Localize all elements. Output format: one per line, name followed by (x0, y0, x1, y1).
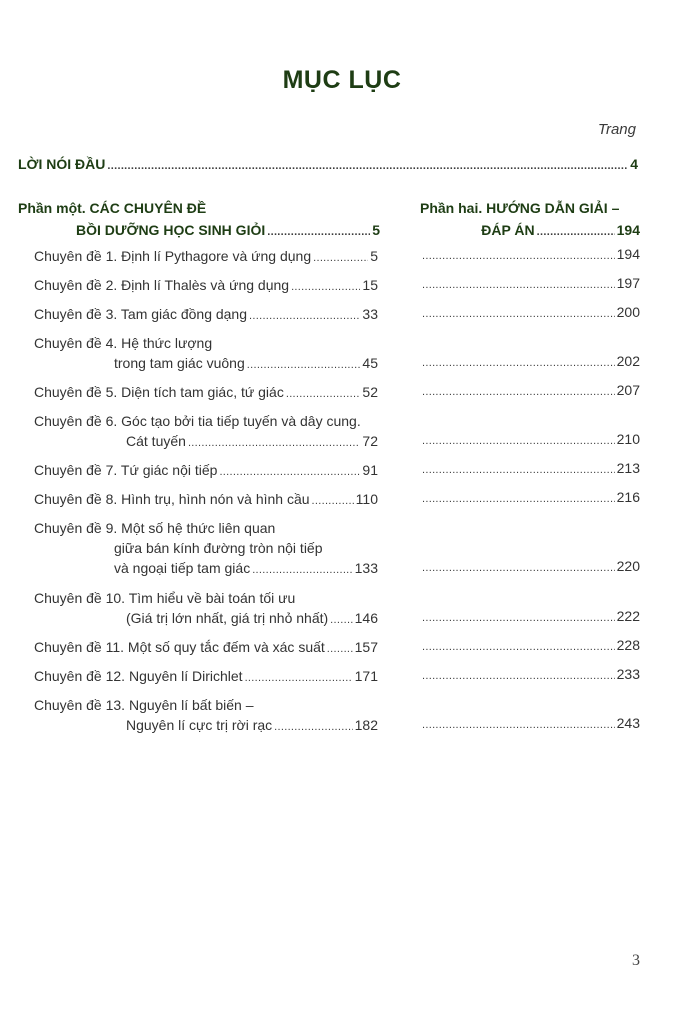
part-two-title: Phần hai. HƯỚNG DẪN GIẢI – (420, 200, 620, 216)
leader-dots (274, 722, 353, 733)
part-one-heading[interactable] (18, 197, 380, 241)
entry-title-continued: (Giá trị lớn nhất, giá trị nhỏ nhất) (126, 610, 329, 626)
answer-page: 194 (616, 246, 640, 262)
answer-page: 228 (616, 637, 640, 653)
entry-title-continued: giữa bán kính đường tròn nội tiếp (114, 540, 323, 556)
part-one-page: 5 (372, 222, 380, 238)
leader-dots (245, 673, 353, 684)
leader-dots (422, 436, 615, 447)
entry-page: 45 (362, 355, 378, 371)
entry-title: Chuyên đề 9. Một số hệ thức liên quan (34, 520, 276, 536)
entry-page: 133 (354, 560, 378, 576)
entry-title: Chuyên đề 13. Nguyên lí bất biến – (34, 697, 254, 713)
entry-title-continued: trong tam giác vuông (114, 355, 245, 371)
leader-dots (188, 438, 360, 449)
leader-dots (422, 494, 615, 505)
leader-dots (327, 644, 353, 655)
leader-dots (422, 613, 615, 624)
leader-dots (267, 227, 370, 238)
leader-dots (422, 387, 615, 398)
part-one-subtitle: BỒI DƯỠNG HỌC SINH GIỎI (76, 222, 266, 238)
leader-dots (537, 227, 615, 238)
leader-dots (219, 467, 360, 478)
leader-dots (422, 465, 615, 476)
entry-title: Chuyên đề 8. Hình trụ, hình nón và hình cầu (34, 491, 310, 507)
entry-title: Chuyên đề 10. Tìm hiểu về bài toán tối ưu (34, 590, 296, 606)
entry-title: Chuyên đề 7. Tứ giác nội tiếp (34, 462, 218, 478)
entry-page: 157 (354, 639, 378, 655)
leader-dots (252, 565, 352, 576)
preface-label: LỜI NÓI ĐẦU (18, 156, 106, 172)
page-column-label: Trang (597, 121, 636, 138)
entry-page: 182 (354, 717, 378, 733)
leader-dots (422, 309, 615, 320)
preface-entry[interactable] (18, 156, 638, 172)
leader-dots (422, 251, 615, 262)
answer-page: 216 (616, 489, 640, 505)
leader-dots (286, 389, 361, 400)
entry-page: 5 (370, 248, 378, 264)
entry-title: Chuyên đề 1. Định lí Pythagore và ứng dụng (34, 248, 312, 264)
entry-title: Chuyên đề 2. Định lí Thalès và ứng dụng (34, 277, 290, 293)
leader-dots (107, 161, 628, 172)
leader-dots (422, 563, 615, 574)
answer-page: 200 (616, 304, 640, 320)
preface-page: 4 (630, 156, 638, 172)
page-number: 3 (632, 952, 640, 969)
leader-dots (312, 496, 354, 507)
entry-title: Chuyên đề 12. Nguyên lí Dirichlet (34, 668, 243, 684)
leader-dots (291, 282, 360, 293)
entry-page: 33 (362, 306, 378, 322)
answer-page: 243 (616, 715, 640, 731)
leader-dots (422, 671, 615, 682)
entry-title: Chuyên đề 11. Một số quy tắc đếm và xác suất (34, 639, 325, 655)
entry-title-continued: và ngoại tiếp tam giác (114, 560, 251, 576)
page-title: MỤC LỤC (282, 66, 402, 94)
entry-page: 91 (362, 462, 378, 478)
entry-title-continued: Nguyên lí cực trị rời rạc (126, 717, 273, 733)
leader-dots (422, 720, 615, 731)
answer-page: 197 (616, 275, 640, 291)
leader-dots (249, 311, 360, 322)
answer-page: 220 (616, 558, 640, 574)
entry-title: Chuyên đề 3. Tam giác đồng dạng (34, 306, 248, 322)
entry-page: 171 (354, 668, 378, 684)
answer-page: 210 (616, 431, 640, 447)
leader-dots (313, 253, 368, 264)
entry-page: 72 (362, 433, 378, 449)
answer-page: 222 (616, 608, 640, 624)
entry-title: Chuyên đề 4. Hệ thức lượng (34, 335, 213, 351)
entry-page: 110 (355, 491, 378, 507)
answer-page: 207 (616, 382, 640, 398)
part-one-title: Phần một. CÁC CHUYÊN ĐỀ (18, 200, 207, 216)
part-two-subtitle: ĐÁP ÁN (481, 222, 535, 238)
entry-title: Chuyên đề 6. Góc tạo bởi tia tiếp tuyến và dây cung. (34, 413, 361, 429)
entry-title-continued: Cát tuyến (126, 433, 186, 449)
answer-page: 233 (616, 666, 640, 682)
entry-page: 146 (354, 610, 378, 626)
answer-page: 213 (616, 460, 640, 476)
leader-dots (422, 280, 615, 291)
entry-page: 15 (362, 277, 378, 293)
part-two-heading[interactable] (420, 197, 640, 241)
leader-dots (247, 360, 361, 371)
entry-page: 52 (362, 384, 378, 400)
leader-dots (422, 642, 615, 653)
leader-dots (422, 358, 615, 369)
entry-title: Chuyên đề 5. Diện tích tam giác, tứ giác (34, 384, 284, 400)
part-two-page: 194 (616, 222, 640, 238)
leader-dots (330, 615, 352, 626)
answer-page: 202 (616, 353, 640, 369)
